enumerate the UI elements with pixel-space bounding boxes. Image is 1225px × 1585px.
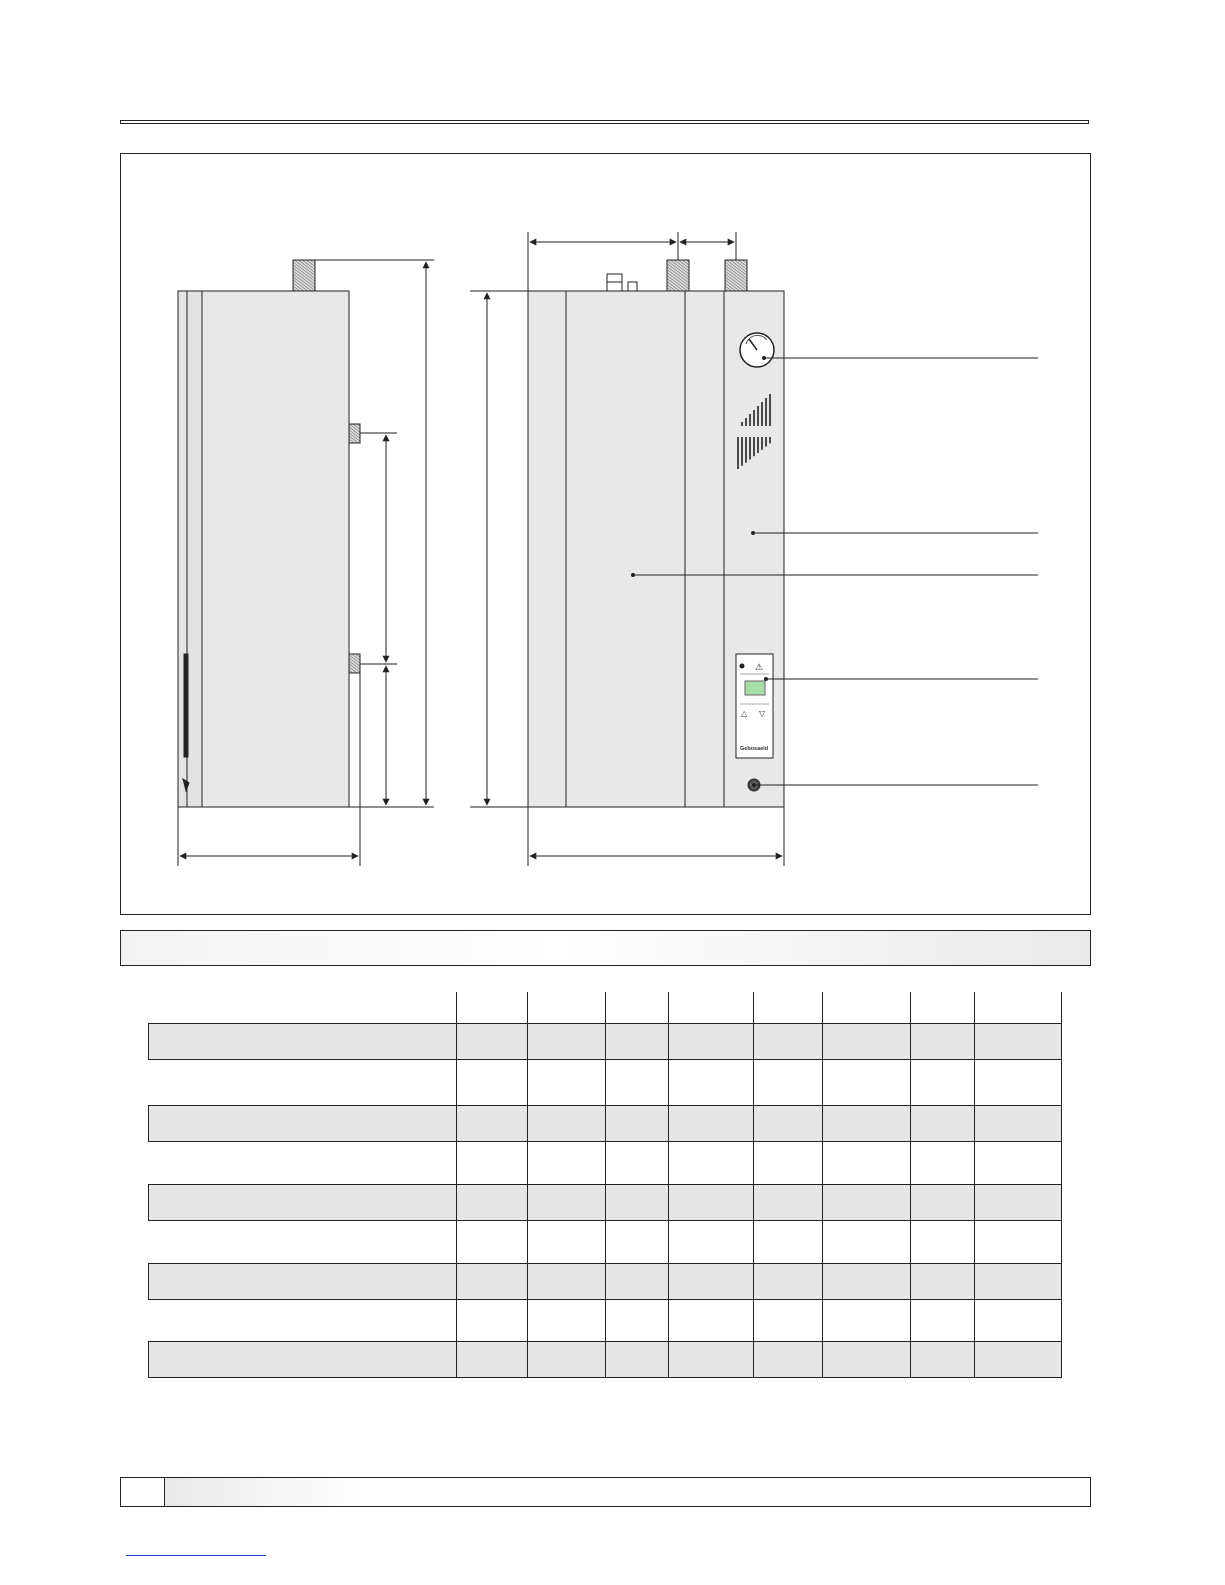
section-heading-bar [120, 930, 1091, 966]
header-rule [120, 120, 1089, 124]
air-vent [628, 282, 637, 291]
brand-logo: Gebosaeld [740, 746, 769, 752]
side-view-upper-fitting [349, 424, 360, 443]
pressure-gauge [740, 333, 774, 367]
boiler-dimension-drawing [121, 154, 1092, 916]
warning-icon: ⚠ [755, 663, 764, 673]
side-view-body [202, 291, 349, 807]
dimension-drawing-frame [120, 153, 1091, 915]
footer-link-underline[interactable] [126, 1555, 266, 1556]
control-panel [736, 654, 773, 758]
side-view-slot [184, 654, 188, 757]
specifications-table [148, 992, 1062, 1378]
side-view-front-strip [178, 291, 202, 807]
front-pipe-left [667, 260, 689, 291]
front-view [470, 232, 784, 866]
side-view [178, 260, 434, 866]
control-panel-display [745, 681, 765, 695]
footer-bar [120, 1477, 1091, 1507]
down-arrow-icon: △ [741, 709, 748, 718]
footer-page-number [121, 1478, 165, 1506]
side-view-lower-fitting [349, 654, 360, 673]
side-view-top-pipe [293, 260, 315, 291]
up-arrow-icon: ▽ [759, 709, 766, 718]
front-pipe-right [725, 260, 747, 291]
